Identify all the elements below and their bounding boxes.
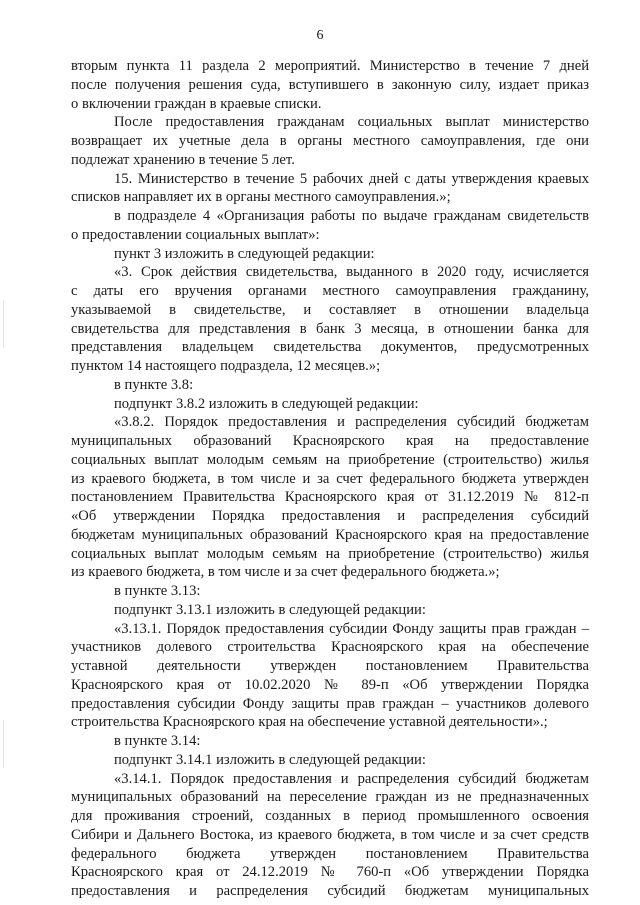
text-line: уставной деятельности утвержден постановлением Правительства: [71, 658, 589, 674]
text-line: подпункт 3.13.1 изложить в следующей редакции:: [114, 601, 426, 618]
text-line: «3.13.1. Порядок предоставления субсидии Фонду защиты прав граждан –: [114, 620, 589, 637]
text-line: возвращает их учетные дела в органы местного самоуправления, где они: [71, 133, 589, 149]
text-line: «3.8.2. Порядок предоставления и распределения субсидий бюджетам: [114, 414, 589, 431]
text-line: «3. Срок действия свидетельства, выданного в 2020 году, исчисляется: [114, 264, 589, 281]
text-line: подпункт 3.8.2 изложить в следующей редакции:: [114, 395, 419, 412]
text-line: Сибири и Дальнего Востока, из краевого бюджета, в том числе и за счет средств: [71, 826, 589, 843]
text-line: муниципальных образований на переселение граждан из не предназначенных: [71, 789, 589, 806]
text-line: бюджетам муниципальных образований Красноярского края на предоставление: [71, 526, 589, 543]
text-line: в пункте 3.14:: [114, 733, 201, 749]
text-line: в подразделе 4 «Организация работы по выдаче гражданам свидетельств: [114, 208, 589, 224]
text-line: социальных выплат молодым семьям на приобретение (строительство) жилья: [71, 451, 589, 468]
scan-edge-mark: [3, 720, 4, 768]
text-line: с даты его вручения органами местного самоуправления гражданину,: [71, 283, 589, 299]
text-line: федерального бюджета утвержден постановлением Правительства: [71, 845, 589, 862]
text-line: предоставления субсидии Фонду защиты прав граждан – участников долевого: [71, 695, 589, 712]
text-line: в пункте 3.13:: [114, 583, 201, 599]
text-line: участников долевого строительства Красноярского края на обеспечение: [71, 639, 589, 656]
text-line: предоставления и распределения субсидий бюджетам муниципальных: [71, 883, 589, 899]
text-line: о предоставлении социальных выплат»:: [71, 226, 320, 243]
document-body: [71, 57, 589, 901]
text-line: 15. Министерство в течение 5 рабочих дней с даты утверждения краевых: [114, 170, 589, 187]
page-number: 6: [316, 28, 324, 43]
text-line: вторым пункта 11 раздела 2 мероприятий. Министерство в течение 7 дней: [71, 58, 589, 74]
text-line: свидетельства для представления в банк 3 месяца, в отношении банка для: [71, 320, 589, 337]
text-line: указываемой в свидетельстве, и составляет в отношении владельца: [71, 301, 589, 318]
text-line: муниципальных образований Красноярского края на предоставление: [71, 433, 589, 449]
scan-edge-mark: [3, 300, 4, 348]
text-line: о включении граждан в краевые списки.: [71, 95, 322, 112]
text-line: из краевого бюджета, в том числе и за счет федерального бюджета утвержден: [71, 470, 589, 487]
text-line: из краевого бюджета, в том числе и за счет федерального бюджета.»;: [71, 564, 500, 581]
text-line: подлежат хранению в течение 5 лет.: [71, 151, 295, 168]
text-line: пунктом 14 настоящего подраздела, 12 месяцев.»;: [71, 358, 381, 374]
text-line: постановлением Правительства Красноярского края от 31.12.2019 № 812-п: [71, 489, 589, 506]
text-line: подпункт 3.14.1 изложить в следующей редакции:: [114, 751, 426, 768]
text-line: Красноярского края от 24.12.2019 № 760-п «Об утверждении Порядка: [71, 864, 589, 881]
text-line: пункт 3 изложить в следующей редакции:: [114, 245, 375, 262]
text-line: представления владельцем свидетельства документов, предусмотренных: [71, 339, 589, 356]
text-line: «3.14.1. Порядок предоставления и распределения субсидий бюджетам: [114, 770, 589, 787]
text-line: списков направляет их в органы местного самоуправления.»;: [71, 189, 451, 206]
text-line: после получения решения суда, вступившего в законную силу, издает приказ: [71, 76, 589, 93]
text-line: строительства Красноярского края на обеспечение уставной деятельности».;: [71, 714, 548, 731]
text-line: социальных выплат молодым семьям на приобретение (строительство) жилья: [71, 545, 589, 562]
text-line: для проживания строений, созданных в период промышленного освоения: [71, 808, 589, 824]
text-line: Красноярского края от 10.02.2020 № 89-п «Об утверждении Порядка: [71, 676, 589, 693]
text-line: в пункте 3.8:: [114, 376, 194, 393]
text-line: После предоставления гражданам социальных выплат министерство: [114, 114, 589, 131]
text-line: «Об утверждении Порядка предоставления и распределения субсидий: [71, 508, 589, 524]
